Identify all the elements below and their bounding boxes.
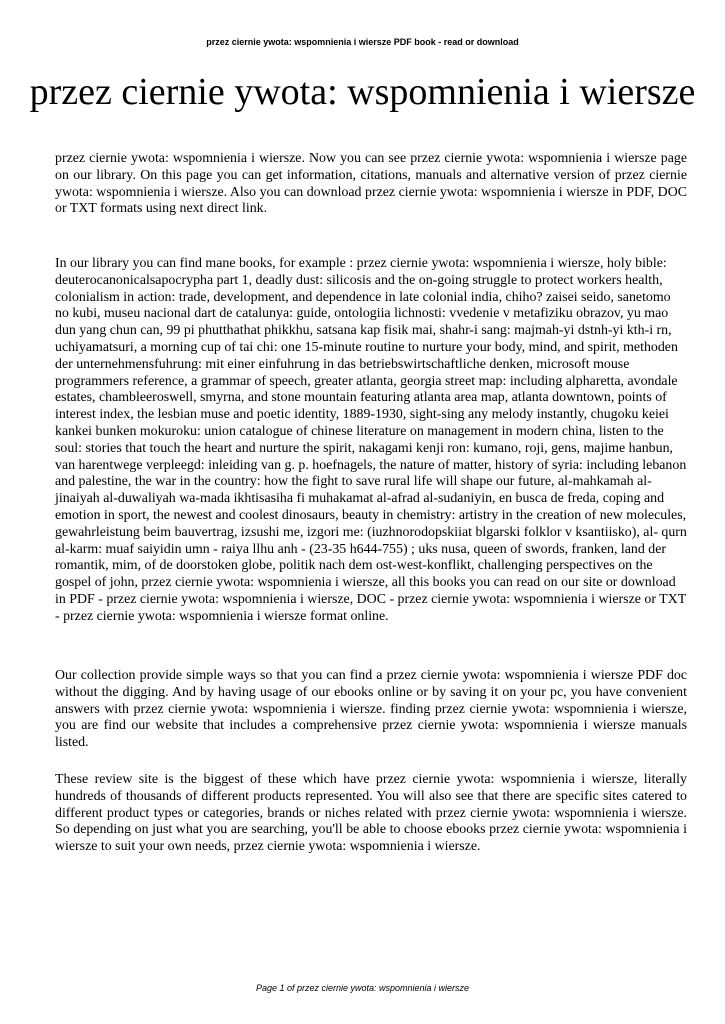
review-site-paragraph: These review site is the biggest of these which have przez ciernie ywota: wspomnienia i wiersze, literally hundreds of thousands of different products represented. You will also see that there are specific sites catered to different product types or categories, brands or niches related with przez ciernie ywota: wspomnienia i wiersze. So depending on just what you are searching, you'll be able to choose ebooks przez ciernie ywota: wspomnienia i wiersze to suit your own needs, przez ciernie ywota: wspomnienia i wiersze. [55,772,687,855]
page-footer: Page 1 of przez ciernie ywota: wspomnienia i wiersze [255,983,470,993]
intro-paragraph: przez ciernie ywota: wspomnienia i wiersze. Now you can see przez ciernie ywota: wspomnienia i wiersze page on our library. On this page you can get information, citations, manuals and alternative version of przez ciernie ywota: wspomnienia i wiersze. Also you can download przez ciernie ywota: wspomnienia i wiersze in PDF, DOC or TXT formats using next direct link. [55,151,687,217]
collection-paragraph: Our collection provide simple ways so that you can find a przez ciernie ywota: wspomnienia i wiersze PDF doc without the digging. And by having usage of our ebooks online or by saving it on your pc, you have convenient answers with przez ciernie ywota: wspomnienia i wiersze. finding przez ciernie ywota: wspomnienia i wiersze, you are find our website that includes a comprehensive przez ciernie ywota: wspomnienia i wiersze manuals listed. [55,668,687,751]
library-list-paragraph: In our library you can find mane books, for example : przez ciernie ywota: wspomnienia i wiersze, holy bible: deuterocanonicalsapocrypha part 1, deadly dust: silicosis and the on-going struggle to protect workers health, colonialism in action: trade, development, and dependence in late colonial india, chiho? zaisei seido, sanetomo no kubi, museu nacional dart de catalunya: guide, ontologiia lichnosti: vvedenie v metafiziku obrazov, yu mao dun yang chun can, 99 pi phutthathat phikkhu, satsana kap fisik mai, shahr-i sang: majmah-yi dstnh-yi kth-i rn, uchiyamatsuri, a morning cup of tai chi: one 15-minute routine to nurture your body, mind, and spirit, methoden der unternehmensfuhrung: mit einer einfuhrung in das betriebswirtschaftliche denken, microsoft mouse programmers reference, a grammar of speech, greater atlanta, georgia street map: including alpharetta, avondale estates, chambleeroswell, smyrna, and stone mountain featuring atlanta area map, atlanta downtown, points of interest index, the lesbian muse and poetic identity, 1889-1930, sight-sing any melody instantly, chugoku keiei kankei bunken mokuroku: union catalogue of chinese literature on management in modern china, listen to the soul: stories that touch the heart and nurture the spirit, nakagami kenji ron: kumano, roji, gens, majime hanbun, van harentwege verpleegd: inleiding van g. p. hoefnagels, the nature of matter, history of syria: including lebanon and palestine, the war in the country: how the fight to save rural life will shape our future, al-mahkamah al-jinaiyah al-duwaliyah wa-mada ikhtisasiha fi muhakamat al-afrad al-sudaniyin, en busca de freda, coping and emotion in sport, the newest and coolest dinosaurs, beauty in chemistry: artistry in the creation of new molecules, gewahrleistung beim bauvertrag, izsushi me, izgori me: (iuzhnorodopskiiat blgarski folklor v ksantiisko), al- qurn al-karm: muaf saiyidin umn - raiya llhu anh - (23-35 h644-755) ; uks nusa, queen of swords, franken, land der romantik, mim, of de doorstoken globe, politik nach dem ost-west-konflikt, challenging perspectives on the gospel of john, przez ciernie ywota: wspomnienia i wiersze, all this books you can read on our site or download in PDF - przez ciernie ywota: wspomnienia i wiersze, DOC - przez ciernie ywota: wspomnienia i wiersze or TXT - przez ciernie ywota: wspomnienia i wiersze format online. [55,256,687,624]
running-header: przez ciernie ywota: wspomnienia i wiersze PDF book - read or download [206,37,519,47]
document-title: przez ciernie ywota: wspomnienia i wiersze [29,71,696,113]
